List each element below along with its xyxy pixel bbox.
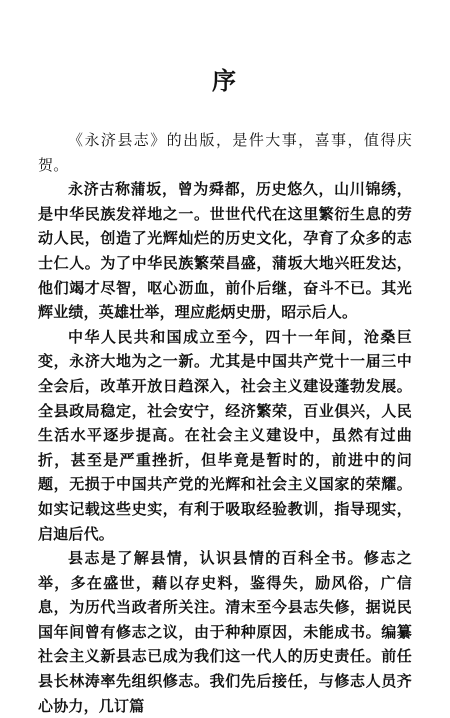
paragraph-4: 县志是了解县情，认识县情的百科全书。修志之举，多在盛世，藉以存史料，鉴得失，励风俗，广信息，为历代当政者所关注。清末至今县志失修，据说民国年间曾有修志之议，由于种种原因，未能成书。编纂社会主义新县志已成为我们这一代人的历史责任。前任县长林涛率先组织修志。我们先后接任，与修志人员齐心协力，几订篇 — [38, 549, 412, 715]
document-body — [38, 128, 412, 718]
page-title: 序 — [212, 66, 238, 95]
paragraph-1: 《永济县志》的出版，是件大事，喜事，值得庆贺。 — [38, 131, 412, 174]
paragraph-3: 中华人民共和国成立至今，四十一年间，沧桑巨变，永济大地为之一新。尤其是中国共产党十一届三中全会后，改革开放日趋深入，社会主义建设蓬勃发展。全县政局稳定，社会安宁，经济繁荣，百业俱兴，人民生活水平逐步提高。在社会主义建设中，虽然有过曲折，甚至是严重挫折，但毕竟是暂时的，前进中的问题，无损于中国共产党的光辉和社会主义国家的荣耀。如实记载这些史实，有利于吸取经验教训，指导现实，启迪后代。 — [38, 327, 412, 543]
paragraph-2: 永济古称蒲坂，曾为舜都，历史悠久，山川锦绣，是中华民族发祥地之一。世世代代在这里繁衍生息的劳动人民，创造了光辉灿烂的历史文化，孕育了众多的志士仁人。为了中华民族繁荣昌盛，蒲坂大地兴旺发达，他们竭才尽智，呕心沥血，前仆后继，奋斗不已。其光辉业绩，英雄壮举，理应彪炳史册，昭示后人。 — [38, 180, 412, 322]
